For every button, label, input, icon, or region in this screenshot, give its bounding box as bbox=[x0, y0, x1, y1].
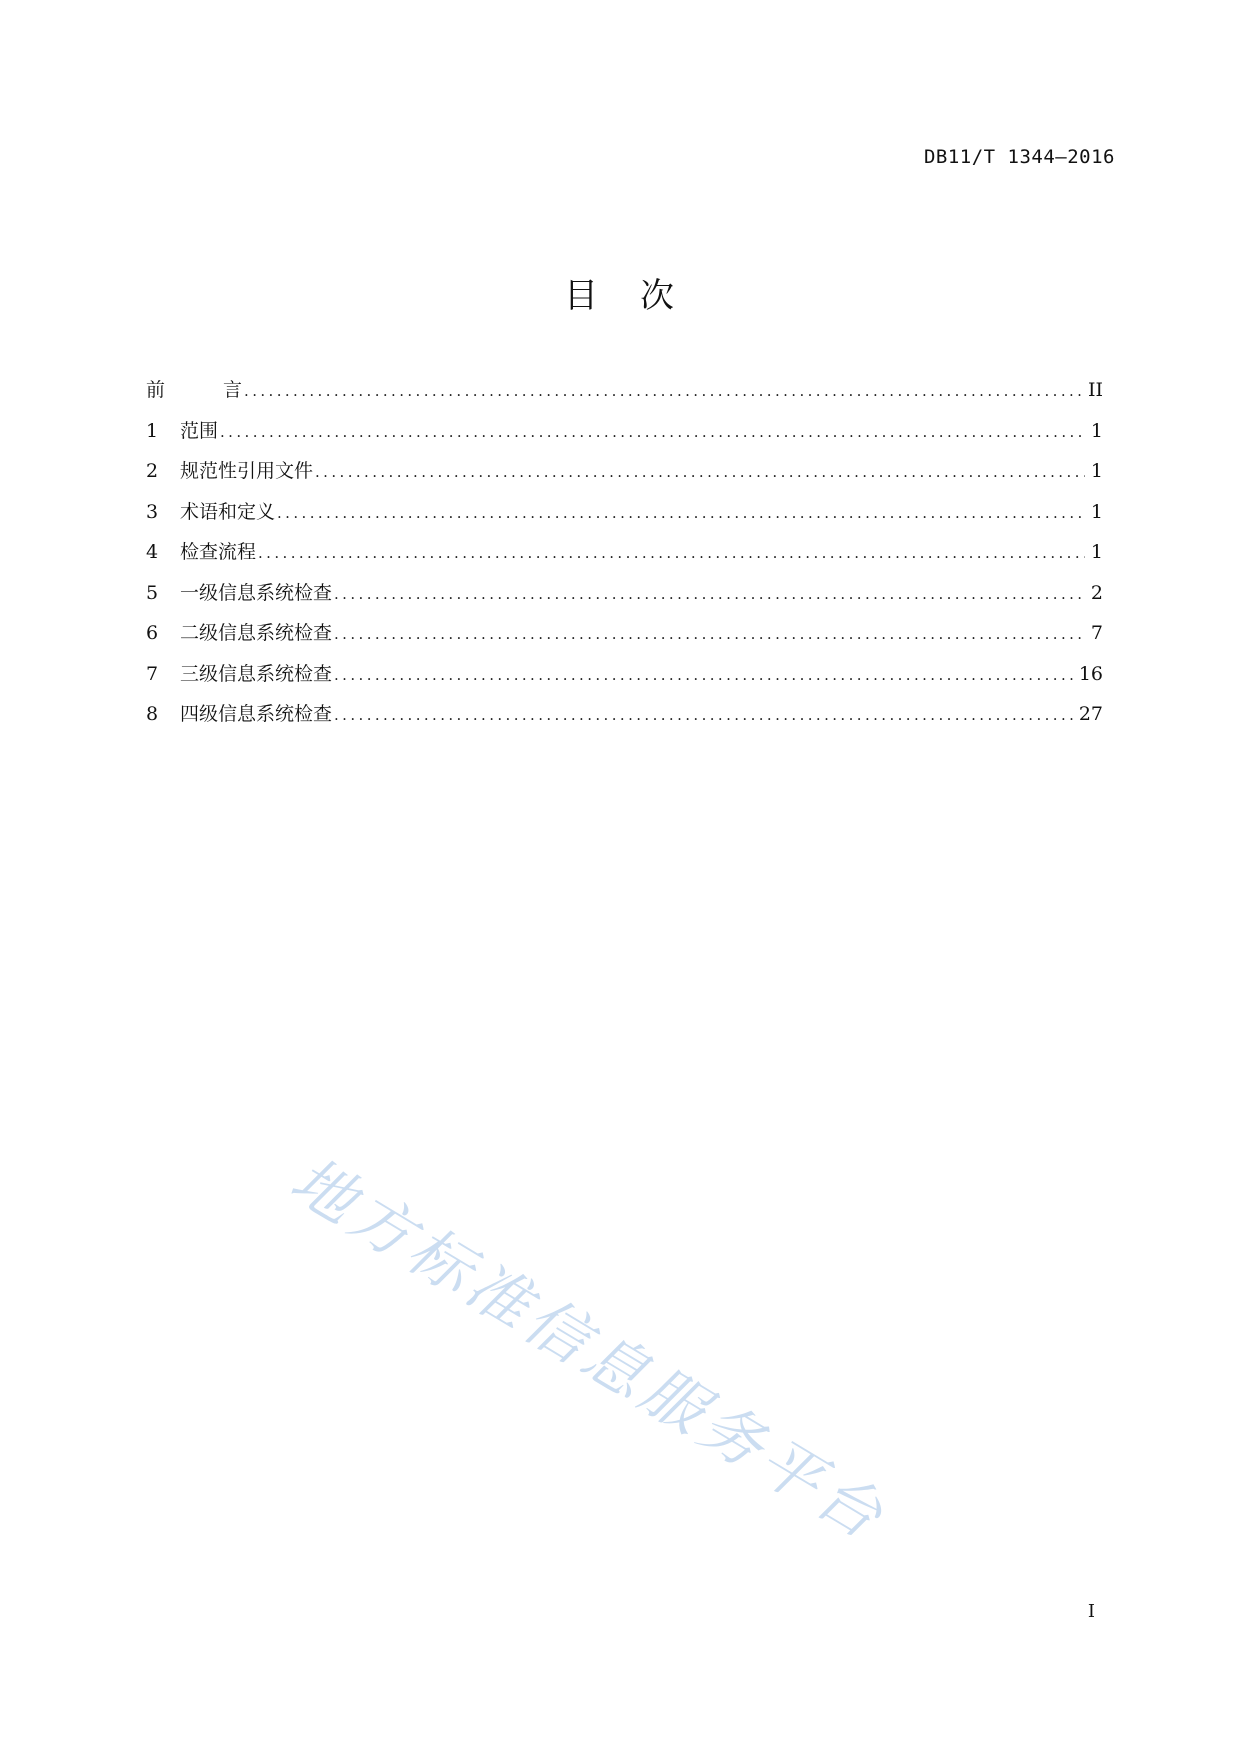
toc-entry-page: 1 bbox=[1090, 500, 1103, 523]
toc-entry-foreword[interactable] bbox=[146, 370, 1103, 411]
toc-entry-page: 1 bbox=[1090, 460, 1103, 482]
toc-entry-8[interactable] bbox=[146, 694, 1103, 735]
toc-entry-number: 6 bbox=[146, 622, 159, 644]
toc-leader-dots bbox=[315, 452, 1085, 493]
toc-leader-dots bbox=[244, 371, 1084, 412]
title-char-2: 次 bbox=[640, 276, 676, 316]
toc-leader-dots bbox=[277, 493, 1085, 534]
toc-entry-2[interactable] bbox=[146, 451, 1103, 492]
page-number: I bbox=[1087, 1601, 1095, 1622]
toc-entry-label: 二级信息系统检查 bbox=[180, 622, 333, 644]
toc-entry-number: 4 bbox=[146, 541, 159, 563]
title-char-1: 目 bbox=[564, 276, 600, 316]
toc-entry-label: 术语和定义 bbox=[180, 500, 276, 523]
toc-entry-6[interactable] bbox=[146, 613, 1103, 654]
toc-leader-dots bbox=[334, 695, 1075, 736]
toc-entry-page: 7 bbox=[1090, 622, 1103, 644]
toc-entry-page: II bbox=[1087, 379, 1103, 401]
toc-leader-dots bbox=[334, 655, 1075, 696]
toc-entry-page: 2 bbox=[1090, 581, 1103, 604]
toc-leader-dots bbox=[334, 574, 1085, 615]
document-code: DB11/T 1344—2016 bbox=[923, 146, 1115, 168]
toc-entry-label: 一级信息系统检查 bbox=[180, 581, 333, 604]
toc-leader-dots bbox=[220, 412, 1085, 453]
toc-entry-4[interactable] bbox=[146, 532, 1103, 573]
watermark: 地方标准信息服务平台 bbox=[278, 1142, 900, 1556]
toc-entry-1[interactable] bbox=[146, 411, 1103, 452]
table-of-contents bbox=[146, 370, 1103, 735]
toc-entry-page: 27 bbox=[1078, 703, 1103, 725]
toc-entry-3[interactable] bbox=[146, 492, 1103, 533]
toc-leader-dots bbox=[334, 614, 1085, 655]
toc-entry-5[interactable] bbox=[146, 573, 1103, 614]
toc-entry-number: 2 bbox=[146, 460, 159, 482]
toc-entry-label: 范围 bbox=[180, 419, 219, 442]
toc-entry-number: 7 bbox=[146, 662, 159, 685]
toc-entry-label: 三级信息系统检查 bbox=[180, 662, 333, 685]
toc-leader-dots bbox=[258, 533, 1085, 574]
toc-entry-label: 检查流程 bbox=[180, 541, 257, 563]
page-title bbox=[0, 268, 1240, 317]
toc-entry-number: 8 bbox=[146, 703, 159, 725]
toc-entry-number: 3 bbox=[146, 500, 159, 523]
toc-entry-7[interactable] bbox=[146, 654, 1103, 695]
toc-entry-label: 规范性引用文件 bbox=[180, 460, 314, 482]
toc-entry-label: 四级信息系统检查 bbox=[180, 703, 333, 725]
toc-entry-number: 5 bbox=[146, 581, 159, 604]
toc-entry-page: 1 bbox=[1090, 541, 1103, 563]
toc-entry-page: 16 bbox=[1078, 662, 1103, 685]
toc-entry-label: 前 言 bbox=[146, 379, 243, 401]
toc-entry-page: 1 bbox=[1090, 419, 1103, 442]
toc-entry-number: 1 bbox=[146, 419, 159, 442]
